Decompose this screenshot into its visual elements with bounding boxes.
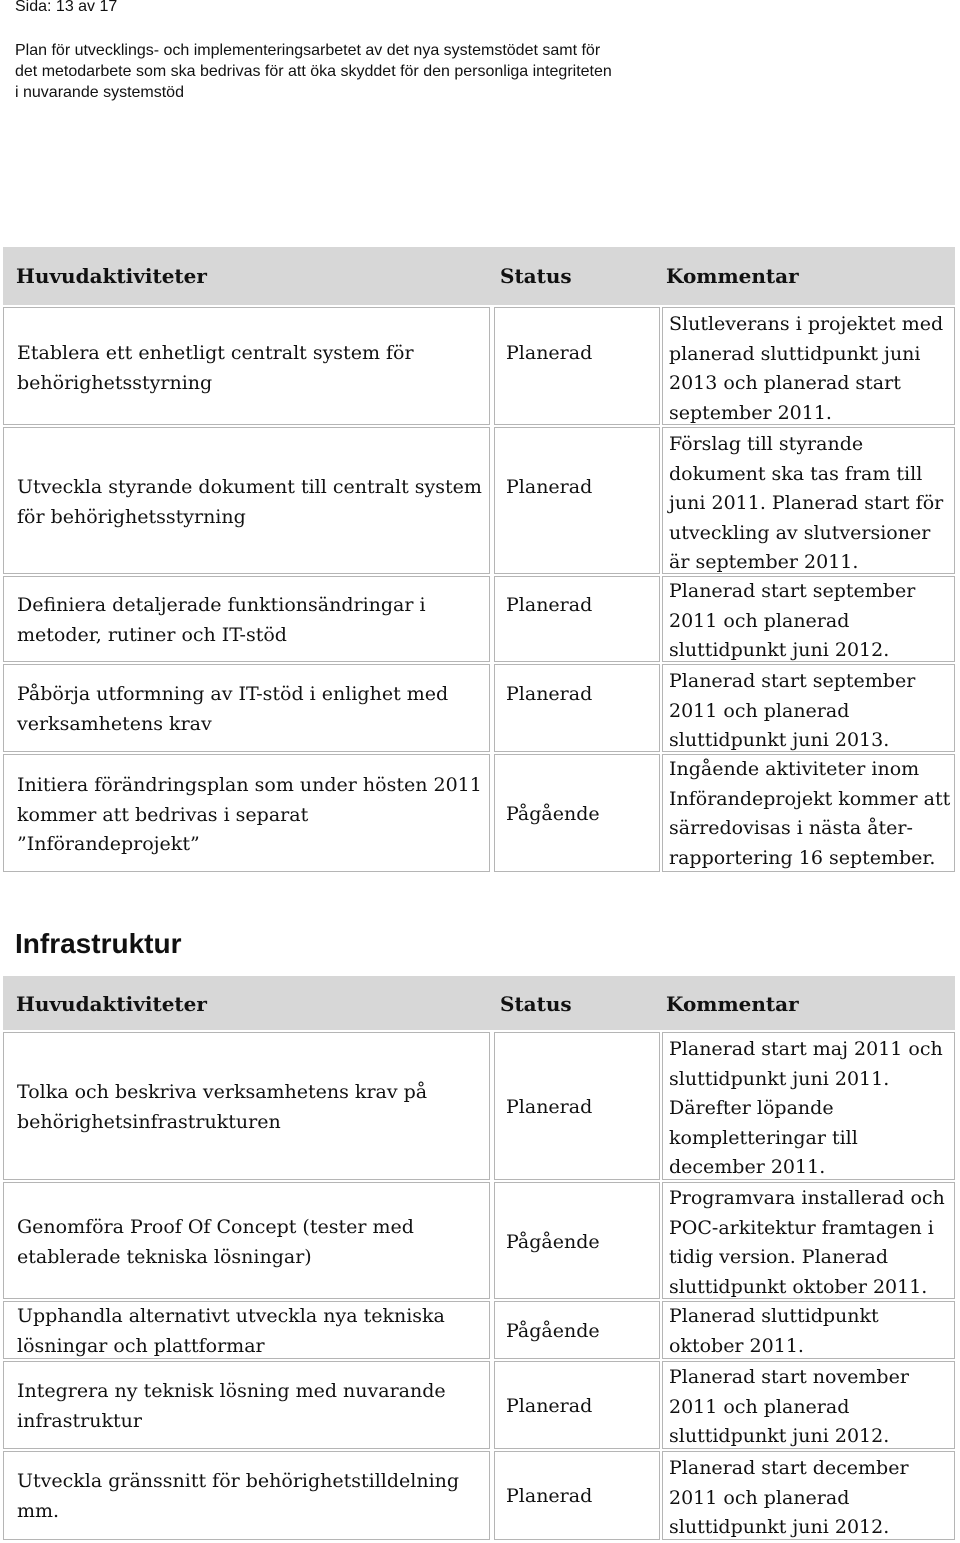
comment-cell (662, 1182, 955, 1299)
table-row (3, 754, 955, 872)
table-row (3, 1182, 955, 1299)
comment-cell (662, 307, 955, 425)
comment-text: Förslag till styrande dokument ska tas fram till juni 2011. Planerad start för utveckling av slutversioner är september 2011. (669, 433, 944, 573)
status-text: Planerad (506, 1395, 593, 1417)
comment-text: Planerad sluttidpunkt oktober 2011. (669, 1305, 879, 1357)
activity-text: Utveckla styrande dokument till centralt system för behörighetsstyrning (17, 476, 482, 528)
activity-text: Initiera förändringsplan som under hösten 2011 kommer att bedrivas i separat ”Införandeprojekt” (17, 774, 482, 855)
status-cell (494, 664, 660, 752)
status-text: Planerad (506, 342, 593, 364)
activity-text: Påbörja utformning av IT-stöd i enlighet med verksamhetens krav (17, 683, 449, 735)
header-activities: Huvudaktiviteter (16, 992, 207, 1016)
header-comment: Kommentar (666, 264, 799, 288)
status-cell (494, 754, 660, 872)
table-row (3, 664, 955, 752)
status-text: Planerad (506, 1485, 593, 1507)
comment-text: Programvara installerad och POC-arkitektur framtagen i tidig version. Planerad sluttidpunkt oktober 2011. (669, 1187, 945, 1298)
table-row (3, 1361, 955, 1449)
comment-cell (662, 427, 955, 574)
comment-text: Planerad start september 2011 och planerad sluttidpunkt juni 2012. (669, 580, 916, 661)
table-row (3, 307, 955, 425)
table-row (3, 427, 955, 574)
table-row (3, 1451, 955, 1540)
comment-cell (662, 1301, 955, 1359)
activity-cell (3, 664, 490, 752)
status-text: Planerad (506, 1096, 593, 1118)
activity-cell (3, 427, 490, 574)
section-heading: Infrastruktur (15, 928, 182, 959)
status-cell (494, 1182, 660, 1299)
activity-cell (3, 307, 490, 425)
document-title: Plan för utvecklings- och implementeringsarbetet av det nya systemstödet samt för det metodarbete som ska bedrivas för att öka skyddet för den personliga integriteten i nuvarande systemstöd (15, 42, 612, 101)
activity-cell (3, 1361, 490, 1449)
comment-cell (662, 1361, 955, 1449)
activity-cell (3, 1301, 490, 1359)
status-text: Planerad (506, 683, 593, 705)
comment-text: Planerad start september 2011 och planerad sluttidpunkt juni 2013. (669, 670, 916, 751)
table-row (3, 1032, 955, 1180)
header-activities: Huvudaktiviteter (16, 264, 207, 288)
comment-cell (662, 576, 955, 662)
header-status: Status (500, 264, 572, 288)
status-cell (494, 1032, 660, 1180)
status-text: Planerad (506, 476, 593, 498)
status-text: Planerad (506, 594, 593, 616)
comment-cell (662, 664, 955, 752)
table-header (3, 976, 955, 1030)
comment-text: Slutleverans i projektet med planerad sluttidpunkt juni 2013 och planerad start september 2011. (669, 313, 944, 424)
activity-text: Definiera detaljerade funktionsändringar i metoder, rutiner och IT-stöd (17, 594, 426, 646)
activity-cell (3, 754, 490, 872)
activity-cell (3, 576, 490, 662)
activity-cell (3, 1032, 490, 1180)
table-header (3, 247, 955, 305)
page-number: Sida: 13 av 17 (15, 0, 118, 15)
activities-table (3, 247, 955, 872)
comment-text: Planerad start december 2011 och planerad sluttidpunkt juni 2012. (669, 1457, 909, 1538)
header-comment: Kommentar (666, 992, 799, 1016)
status-cell (494, 1451, 660, 1540)
activity-text: Tolka och beskriva verksamhetens krav på behörighetsinfrastrukturen (17, 1081, 428, 1133)
status-text: Pågående (506, 1231, 600, 1253)
status-cell (494, 1361, 660, 1449)
status-cell (494, 576, 660, 662)
comment-cell (662, 1451, 955, 1540)
status-cell (494, 307, 660, 425)
activity-text: Integrera ny teknisk lösning med nuvarande infrastruktur (17, 1380, 446, 1432)
comment-cell (662, 1032, 955, 1180)
comment-text: Planerad start maj 2011 och sluttidpunkt juni 2011. Därefter löpande kompletteringar till december 2011. (669, 1038, 943, 1178)
status-cell (494, 427, 660, 574)
status-text: Pågående (506, 803, 600, 825)
activity-cell (3, 1451, 490, 1540)
activity-text: Etablera ett enhetligt centralt system för behörighetsstyrning (17, 342, 414, 394)
status-cell (494, 1301, 660, 1359)
status-text: Pågående (506, 1320, 600, 1342)
activity-text: Genomföra Proof Of Concept (tester med etablerade tekniska lösningar) (17, 1216, 414, 1268)
table-row (3, 576, 955, 662)
activity-cell (3, 1182, 490, 1299)
comment-cell (662, 754, 955, 872)
comment-text: Planerad start november 2011 och planerad sluttidpunkt juni 2012. (669, 1366, 909, 1447)
activity-text: Utveckla gränssnitt för behörighetstilldelning mm. (17, 1470, 460, 1522)
activity-text: Upphandla alternativt utveckla nya tekniska lösningar och plattformar (17, 1305, 445, 1357)
infrastructure-table (3, 976, 955, 1540)
comment-text: Ingående aktiviteter inom Införandeprojekt kommer att särredovisas i nästa åter-rapportering 16 september. (669, 758, 951, 869)
header-status: Status (500, 992, 572, 1016)
table-row (3, 1301, 955, 1359)
